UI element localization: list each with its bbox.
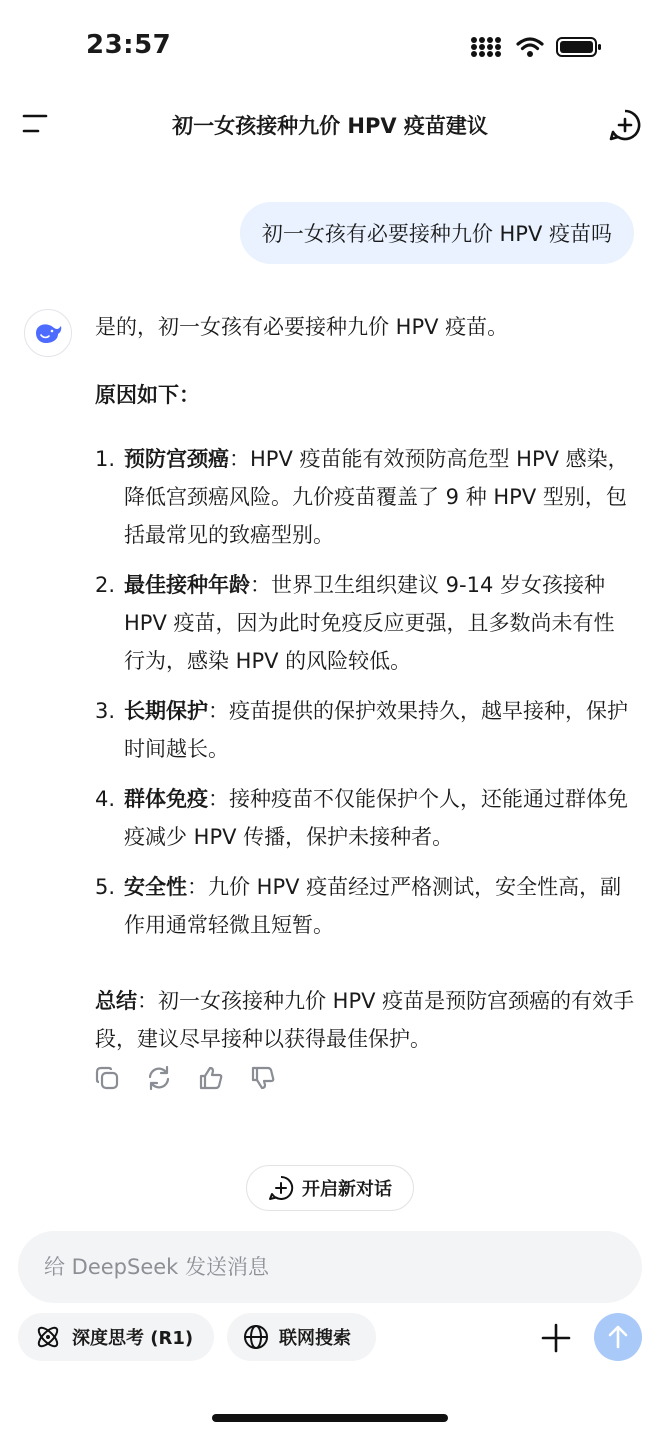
- list-item-title: 预防宫颈癌: [124, 447, 229, 471]
- home-indicator: [212, 1414, 448, 1422]
- list-item: 5. 安全性：九价 HPV 疫苗经过严格测试，安全性高，副作用通常轻微且短暂。: [95, 875, 622, 937]
- user-message-text: 初一女孩有必要接种九价 HPV 疫苗吗: [261, 222, 612, 246]
- message-input-box: [18, 1231, 642, 1303]
- regenerate-button[interactable]: [144, 1063, 174, 1093]
- new-chat-button[interactable]: [608, 108, 642, 142]
- new-chat-pill-button[interactable]: [246, 1165, 414, 1211]
- regenerate-icon: [145, 1064, 173, 1092]
- list-item-title: 安全性: [124, 875, 187, 899]
- thumbs-up-icon: [197, 1064, 225, 1092]
- add-chat-icon: [608, 108, 642, 142]
- user-message-bubble: [240, 202, 634, 264]
- list-item: 3. 长期保护：疫苗提供的保护效果持久，越早接种，保护时间越长。: [95, 699, 628, 761]
- list-item-title: 群体免疫: [124, 787, 208, 811]
- globe-icon: [243, 1324, 269, 1350]
- atom-icon: [34, 1323, 62, 1351]
- page-title: 初一女孩接种九价 HPV 疫苗建议: [172, 114, 488, 138]
- thumbs-down-icon: [249, 1064, 277, 1092]
- list-item: 1. 预防宫颈癌：HPV 疫苗能有效预防高危型 HPV 感染，降低宫颈癌风险。九价疫苗覆盖了 9 种 HPV 型别，包括最常见的致癌型别。: [95, 447, 629, 547]
- send-button[interactable]: [594, 1313, 642, 1361]
- list-item-text: ：接种疫苗不仅能保护个人，还能通过群体免疫减少 HPV 传播，保护未接种者。: [124, 787, 628, 849]
- add-chat-icon: [268, 1175, 294, 1201]
- web-search-label: 联网搜索: [279, 1328, 351, 1349]
- list-item-text: ：疫苗提供的保护效果持久，越早接种，保护时间越长。: [124, 699, 628, 761]
- web-search-toggle[interactable]: [227, 1313, 376, 1361]
- thumbs-down-button[interactable]: [248, 1063, 278, 1093]
- list-item-title: 长期保护: [124, 699, 208, 723]
- new-chat-label: 开启新对话: [302, 1179, 392, 1200]
- assistant-answer: [95, 308, 635, 1058]
- thumbs-up-button[interactable]: [196, 1063, 226, 1093]
- list-item-title: 最佳接种年龄: [124, 573, 250, 597]
- answer-intro: 是的，初一女孩有必要接种九价 HPV 疫苗。: [95, 315, 509, 339]
- copy-icon: [93, 1064, 121, 1092]
- message-actions: [92, 1063, 278, 1093]
- arrow-up-icon: [605, 1324, 631, 1350]
- cellular-signal-icon: [470, 36, 504, 58]
- answer-summary: 总结：初一女孩接种九价 HPV 疫苗是预防宫颈癌的有效手段，建议尽早接种以获得最佳保护。: [95, 989, 635, 1051]
- wifi-icon: [516, 36, 544, 58]
- list-item: 2. 最佳接种年龄：世界卫生组织建议 9-14 岁女孩接种 HPV 疫苗，因为此时免疫反应更强，且多数尚未有性行为，感染 HPV 的风险较低。: [95, 573, 615, 673]
- list-item-text: ：九价 HPV 疫苗经过严格测试，安全性高，副作用通常轻微且短暂。: [124, 875, 622, 937]
- plus-icon: [540, 1322, 572, 1354]
- whale-logo-icon: [33, 321, 63, 345]
- attach-button[interactable]: [540, 1322, 572, 1354]
- battery-icon: [556, 36, 602, 58]
- assistant-avatar: [24, 309, 72, 357]
- list-item-text: ：世界卫生组织建议 9-14 岁女孩接种 HPV 疫苗，因为此时免疫反应更强，且多数尚未有性行为，感染 HPV 的风险较低。: [124, 573, 615, 673]
- list-item-text: ：HPV 疫苗能有效预防高危型 HPV 感染，降低宫颈癌风险。九价疫苗覆盖了 9 种 HPV 型别，包括最常见的致癌型别。: [124, 447, 629, 547]
- status-time: 23:57: [86, 30, 172, 60]
- reasons-heading: 原因如下：: [95, 383, 200, 407]
- deep-think-label: 深度思考 (R1): [72, 1328, 194, 1349]
- list-item: 4. 群体免疫：接种疫苗不仅能保护个人，还能通过群体免疫减少 HPV 传播，保护未接种者。: [95, 787, 628, 849]
- deep-think-toggle[interactable]: [18, 1313, 214, 1361]
- copy-button[interactable]: [92, 1063, 122, 1093]
- reasons-list: [95, 440, 635, 944]
- message-input[interactable]: [42, 1254, 606, 1280]
- status-icons: [470, 36, 602, 58]
